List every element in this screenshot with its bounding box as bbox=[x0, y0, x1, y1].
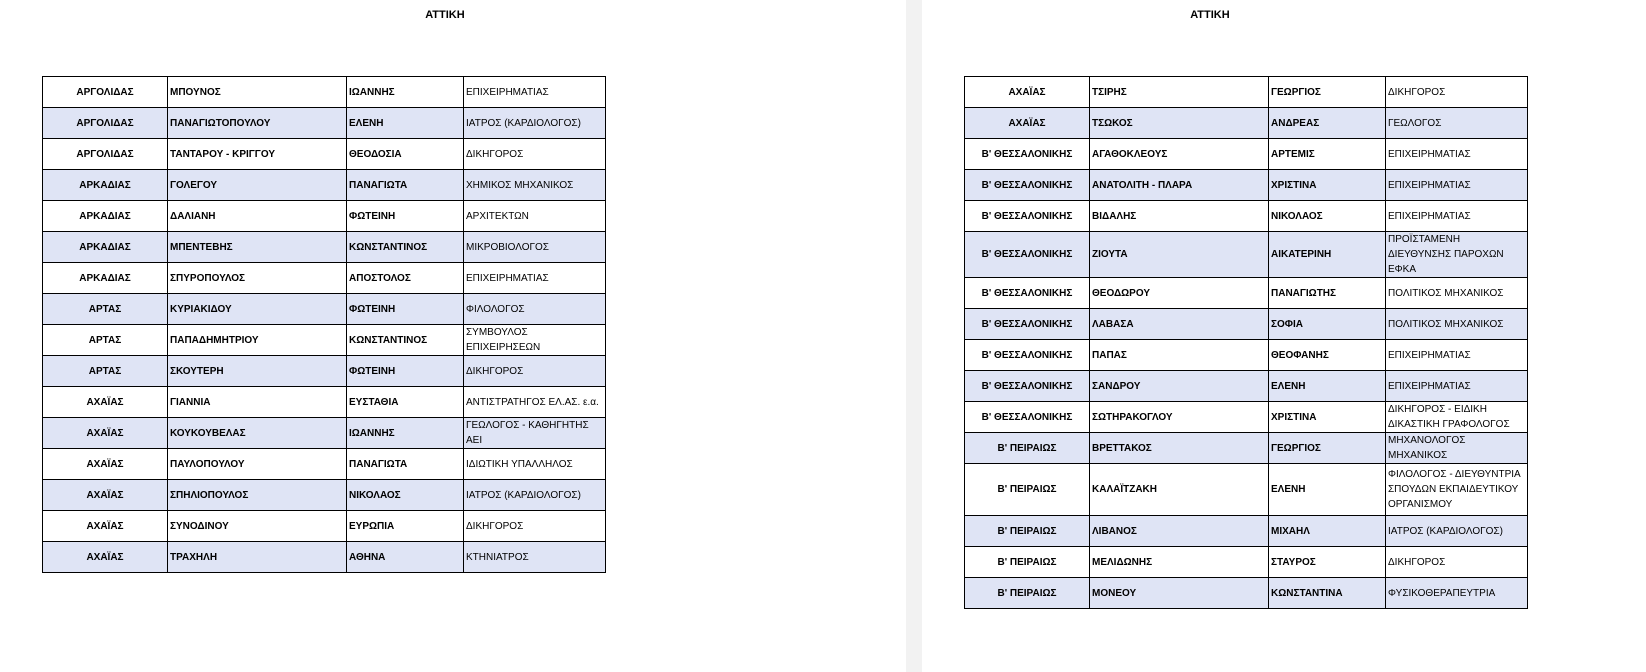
first-name-cell: ΦΩΤΕΙΝΗ bbox=[347, 201, 464, 232]
table-row bbox=[43, 108, 606, 139]
region-cell: ΑΧΑΪΑΣ bbox=[43, 387, 168, 418]
first-name-cell: ΑΘΗΝΑ bbox=[347, 542, 464, 573]
surname-cell: ΜΕΛΙΔΩΝΗΣ bbox=[1090, 547, 1269, 578]
surname-cell: ΤΣΙΡΗΣ bbox=[1090, 77, 1269, 108]
table-row bbox=[965, 547, 1528, 578]
region-cell: ΑΡΚΑΔΙΑΣ bbox=[43, 170, 168, 201]
surname-cell: ΚΑΛΑΪΤΖΑΚΗ bbox=[1090, 464, 1269, 516]
table-row bbox=[43, 139, 606, 170]
profession-cell: ΕΠΙΧΕΙΡΗΜΑΤΙΑΣ bbox=[1386, 170, 1528, 201]
profession-cell: ΜΙΚΡΟΒΙΟΛΟΓΟΣ bbox=[464, 232, 606, 263]
region-cell: Β' ΠΕΙΡΑΙΩΣ bbox=[965, 464, 1090, 516]
region-cell: ΑΧΑΪΑΣ bbox=[43, 511, 168, 542]
region-cell: Β' ΠΕΙΡΑΙΩΣ bbox=[965, 547, 1090, 578]
profession-cell: ΠΟΛΙΤΙΚΟΣ ΜΗΧΑΝΙΚΟΣ bbox=[1386, 309, 1528, 340]
profession-cell: ΔΙΚΗΓΟΡΟΣ bbox=[464, 511, 606, 542]
surname-cell: ΑΝΑΤΟΛΙΤΗ - ΠΛΑΡΑ bbox=[1090, 170, 1269, 201]
first-name-cell: ΧΡΙΣΤΙΝΑ bbox=[1269, 170, 1386, 201]
region-cell: ΑΡΓΟΛΙΔΑΣ bbox=[43, 139, 168, 170]
region-cell: ΑΡΤΑΣ bbox=[43, 356, 168, 387]
table-row bbox=[43, 263, 606, 294]
surname-cell: ΚΟΥΚΟΥΒΕΛΑΣ bbox=[168, 418, 347, 449]
profession-cell: ΕΠΙΧΕΙΡΗΜΑΤΙΑΣ bbox=[1386, 201, 1528, 232]
profession-cell: ΙΑΤΡΟΣ (ΚΑΡΔΙΟΛΟΓΟΣ) bbox=[464, 480, 606, 511]
table-row bbox=[43, 511, 606, 542]
table-row bbox=[965, 433, 1528, 464]
profession-cell: ΕΠΙΧΕΙΡΗΜΑΤΙΑΣ bbox=[1386, 340, 1528, 371]
first-name-cell: ΕΥΣΤΑΘΙΑ bbox=[347, 387, 464, 418]
first-name-cell: ΠΑΝΑΓΙΩΤΑ bbox=[347, 170, 464, 201]
region-cell: ΑΧΑΪΑΣ bbox=[43, 542, 168, 573]
first-name-cell: ΚΩΝΣΤΑΝΤΙΝΑ bbox=[1269, 578, 1386, 609]
table-row bbox=[43, 201, 606, 232]
table-row bbox=[965, 139, 1528, 170]
profession-cell: ΑΝΤΙΣΤΡΑΤΗΓΟΣ ΕΛ.ΑΣ. ε.α. bbox=[464, 387, 606, 418]
region-cell: ΑΡΓΟΛΙΔΑΣ bbox=[43, 108, 168, 139]
surname-cell: ΠΑΝΑΓΙΩΤΟΠΟΥΛΟΥ bbox=[168, 108, 347, 139]
region-cell: Β' ΠΕΙΡΑΙΩΣ bbox=[965, 516, 1090, 547]
roster-table bbox=[964, 76, 1528, 609]
first-name-cell: ΑΙΚΑΤΕΡΙΝΗ bbox=[1269, 232, 1386, 278]
first-name-cell: ΙΩΑΝΝΗΣ bbox=[347, 77, 464, 108]
region-cell: ΑΧΑΪΑΣ bbox=[965, 108, 1090, 139]
table-row bbox=[43, 232, 606, 263]
region-cell: Β' ΘΕΣΣΑΛΟΝΙΚΗΣ bbox=[965, 139, 1090, 170]
profession-cell: ΔΙΚΗΓΟΡΟΣ bbox=[1386, 547, 1528, 578]
first-name-cell: ΚΩΝΣΤΑΝΤΙΝΟΣ bbox=[347, 325, 464, 356]
profession-cell: ΣΥΜΒΟΥΛΟΣ ΕΠΙΧΕΙΡΗΣΕΩΝ bbox=[464, 325, 606, 356]
first-name-cell: ΕΥΡΩΠΙΑ bbox=[347, 511, 464, 542]
surname-cell: ΜΠΕΝΤΕΒΗΣ bbox=[168, 232, 347, 263]
surname-cell: ΑΓΑΘΟΚΛΕΟΥΣ bbox=[1090, 139, 1269, 170]
page-title: ΑΤΤΙΚΗ bbox=[425, 9, 465, 21]
region-cell: Β' ΘΕΣΣΑΛΟΝΙΚΗΣ bbox=[965, 402, 1090, 433]
first-name-cell: ΠΑΝΑΓΙΩΤΗΣ bbox=[1269, 278, 1386, 309]
table-row bbox=[965, 402, 1528, 433]
table-row bbox=[965, 309, 1528, 340]
region-cell: ΑΡΤΑΣ bbox=[43, 294, 168, 325]
surname-cell: ΤΡΑΧΗΛΗ bbox=[168, 542, 347, 573]
profession-cell: ΦΙΛΟΛΟΓΟΣ bbox=[464, 294, 606, 325]
surname-cell: ΛΙΒΑΝΟΣ bbox=[1090, 516, 1269, 547]
table-row bbox=[43, 542, 606, 573]
first-name-cell: ΦΩΤΕΙΝΗ bbox=[347, 294, 464, 325]
profession-cell: ΓΕΩΛΟΓΟΣ - ΚΑΘΗΓΗΤΗΣ ΑΕΙ bbox=[464, 418, 606, 449]
table-row bbox=[965, 201, 1528, 232]
first-name-cell: ΝΙΚΟΛΑΟΣ bbox=[1269, 201, 1386, 232]
surname-cell: ΜΠΟΥΝΟΣ bbox=[168, 77, 347, 108]
profession-cell: ΠΟΛΙΤΙΚΟΣ ΜΗΧΑΝΙΚΟΣ bbox=[1386, 278, 1528, 309]
table-row bbox=[43, 418, 606, 449]
region-cell: Β' ΘΕΣΣΑΛΟΝΙΚΗΣ bbox=[965, 340, 1090, 371]
profession-cell: ΑΡΧΙΤΕΚΤΩΝ bbox=[464, 201, 606, 232]
table-row bbox=[43, 480, 606, 511]
surname-cell: ΚΥΡΙΑΚΙΔΟΥ bbox=[168, 294, 347, 325]
profession-cell: ΙΑΤΡΟΣ (ΚΑΡΔΙΟΛΟΓΟΣ) bbox=[1386, 516, 1528, 547]
region-cell: Β' ΘΕΣΣΑΛΟΝΙΚΗΣ bbox=[965, 201, 1090, 232]
region-cell: ΑΡΚΑΔΙΑΣ bbox=[43, 201, 168, 232]
table-row bbox=[965, 578, 1528, 609]
profession-cell: ΧΗΜΙΚΟΣ ΜΗΧΑΝΙΚΟΣ bbox=[464, 170, 606, 201]
surname-cell: ΣΑΝΔΡΟΥ bbox=[1090, 371, 1269, 402]
region-cell: Β' ΘΕΣΣΑΛΟΝΙΚΗΣ bbox=[965, 232, 1090, 278]
table-row bbox=[43, 449, 606, 480]
surname-cell: ΣΩΤΗΡΑΚΟΓΛΟΥ bbox=[1090, 402, 1269, 433]
first-name-cell: ΓΕΩΡΓΙΟΣ bbox=[1269, 77, 1386, 108]
first-name-cell: ΚΩΝΣΤΑΝΤΙΝΟΣ bbox=[347, 232, 464, 263]
region-cell: ΑΡΚΑΔΙΑΣ bbox=[43, 232, 168, 263]
surname-cell: ΣΚΟΥΤΕΡΗ bbox=[168, 356, 347, 387]
region-cell: Β' ΘΕΣΣΑΛΟΝΙΚΗΣ bbox=[965, 309, 1090, 340]
table-row bbox=[965, 77, 1528, 108]
profession-cell: ΕΠΙΧΕΙΡΗΜΑΤΙΑΣ bbox=[1386, 371, 1528, 402]
profession-cell: ΚΤΗΝΙΑΤΡΟΣ bbox=[464, 542, 606, 573]
surname-cell: ΒΡΕΤΤΑΚΟΣ bbox=[1090, 433, 1269, 464]
table-row bbox=[965, 232, 1528, 278]
profession-cell: ΠΡΟΪΣΤΑΜΕΝΗ ΔΙΕΥΘΥΝΣΗΣ ΠΑΡΟΧΩΝ ΕΦΚΑ bbox=[1386, 232, 1528, 278]
profession-cell: ΔΙΚΗΓΟΡΟΣ bbox=[464, 139, 606, 170]
first-name-cell: ΑΝΔΡΕΑΣ bbox=[1269, 108, 1386, 139]
region-cell: ΑΡΚΑΔΙΑΣ bbox=[43, 263, 168, 294]
region-cell: Β' ΘΕΣΣΑΛΟΝΙΚΗΣ bbox=[965, 371, 1090, 402]
surname-cell: ΔΑΛΙΑΝΗ bbox=[168, 201, 347, 232]
surname-cell: ΣΠΗΛΙΟΠΟΥΛΟΣ bbox=[168, 480, 347, 511]
table-row bbox=[965, 371, 1528, 402]
first-name-cell: ΦΩΤΕΙΝΗ bbox=[347, 356, 464, 387]
table-row bbox=[965, 108, 1528, 139]
table-row bbox=[965, 170, 1528, 201]
first-name-cell: ΑΠΟΣΤΟΛΟΣ bbox=[347, 263, 464, 294]
first-name-cell: ΣΟΦΙΑ bbox=[1269, 309, 1386, 340]
region-cell: ΑΧΑΪΑΣ bbox=[43, 418, 168, 449]
roster-table bbox=[42, 76, 606, 573]
first-name-cell: ΕΛΕΝΗ bbox=[347, 108, 464, 139]
table-row bbox=[965, 516, 1528, 547]
surname-cell: ΘΕΟΔΩΡΟΥ bbox=[1090, 278, 1269, 309]
surname-cell: ΣΠΥΡΟΠΟΥΛΟΣ bbox=[168, 263, 347, 294]
table-row bbox=[965, 464, 1528, 516]
first-name-cell: ΙΩΑΝΝΗΣ bbox=[347, 418, 464, 449]
surname-cell: ΜΟΝΕΟΥ bbox=[1090, 578, 1269, 609]
table-row bbox=[43, 387, 606, 418]
surname-cell: ΛΑΒΑΣΑ bbox=[1090, 309, 1269, 340]
first-name-cell: ΓΕΩΡΓΙΟΣ bbox=[1269, 433, 1386, 464]
first-name-cell: ΕΛΕΝΗ bbox=[1269, 371, 1386, 402]
surname-cell: ΖΙΟΥΤΑ bbox=[1090, 232, 1269, 278]
first-name-cell: ΝΙΚΟΛΑΟΣ bbox=[347, 480, 464, 511]
profession-cell: ΔΙΚΗΓΟΡΟΣ - ΕΙΔΙΚΗ ΔΙΚΑΣΤΙΚΗ ΓΡΑΦΟΛΟΓΟΣ bbox=[1386, 402, 1528, 433]
page-title: ΑΤΤΙΚΗ bbox=[1190, 9, 1230, 21]
region-cell: ΑΧΑΪΑΣ bbox=[43, 449, 168, 480]
table-row bbox=[43, 77, 606, 108]
first-name-cell: ΣΤΑΥΡΟΣ bbox=[1269, 547, 1386, 578]
table-row bbox=[43, 170, 606, 201]
region-cell: ΑΡΤΑΣ bbox=[43, 325, 168, 356]
first-name-cell: ΘΕΟΦΑΝΗΣ bbox=[1269, 340, 1386, 371]
profession-cell: ΕΠΙΧΕΙΡΗΜΑΤΙΑΣ bbox=[464, 77, 606, 108]
surname-cell: ΣΥΝΟΔΙΝΟΥ bbox=[168, 511, 347, 542]
profession-cell: ΦΙΛΟΛΟΓΟΣ - ΔΙΕΥΘΥΝΤΡΙΑ ΣΠΟΥΔΩΝ ΕΚΠΑΙΔΕΥΤΙΚΟΥ ΟΡΓΑΝΙΣΜΟΥ bbox=[1386, 464, 1528, 516]
region-cell: Β' ΘΕΣΣΑΛΟΝΙΚΗΣ bbox=[965, 278, 1090, 309]
table-row bbox=[43, 294, 606, 325]
table-row bbox=[965, 278, 1528, 309]
profession-cell: ΔΙΚΗΓΟΡΟΣ bbox=[464, 356, 606, 387]
surname-cell: ΠΑΥΛΟΠΟΥΛΟΥ bbox=[168, 449, 347, 480]
region-cell: ΑΡΓΟΛΙΔΑΣ bbox=[43, 77, 168, 108]
profession-cell: ΕΠΙΧΕΙΡΗΜΑΤΙΑΣ bbox=[1386, 139, 1528, 170]
table-row bbox=[43, 325, 606, 356]
profession-cell: ΜΗΧΑΝΟΛΟΓΟΣ ΜΗΧΑΝΙΚΟΣ bbox=[1386, 433, 1528, 464]
profession-cell: ΦΥΣΙΚΟΘΕΡΑΠΕΥΤΡΙΑ bbox=[1386, 578, 1528, 609]
first-name-cell: ΕΛΕΝΗ bbox=[1269, 464, 1386, 516]
surname-cell: ΠΑΠΑΣ bbox=[1090, 340, 1269, 371]
table-row bbox=[965, 340, 1528, 371]
profession-cell: ΙΑΤΡΟΣ (ΚΑΡΔΙΟΛΟΓΟΣ) bbox=[464, 108, 606, 139]
region-cell: ΑΧΑΪΑΣ bbox=[43, 480, 168, 511]
surname-cell: ΤΣΩΚΟΣ bbox=[1090, 108, 1269, 139]
profession-cell: ΓΕΩΛΟΓΟΣ bbox=[1386, 108, 1528, 139]
region-cell: Β' ΠΕΙΡΑΙΩΣ bbox=[965, 578, 1090, 609]
first-name-cell: ΑΡΤΕΜΙΣ bbox=[1269, 139, 1386, 170]
profession-cell: ΙΔΙΩΤΙΚΗ ΥΠΑΛΛΗΛΟΣ bbox=[464, 449, 606, 480]
first-name-cell: ΧΡΙΣΤΙΝΑ bbox=[1269, 402, 1386, 433]
first-name-cell: ΘΕΟΔΟΣΙΑ bbox=[347, 139, 464, 170]
table-row bbox=[43, 356, 606, 387]
profession-cell: ΔΙΚΗΓΟΡΟΣ bbox=[1386, 77, 1528, 108]
surname-cell: ΤΑΝΤΑΡΟΥ - ΚΡΙΓΓΟΥ bbox=[168, 139, 347, 170]
profession-cell: ΕΠΙΧΕΙΡΗΜΑΤΙΑΣ bbox=[464, 263, 606, 294]
region-cell: Β' ΘΕΣΣΑΛΟΝΙΚΗΣ bbox=[965, 170, 1090, 201]
region-cell: Β' ΠΕΙΡΑΙΩΣ bbox=[965, 433, 1090, 464]
surname-cell: ΒΙΔΑΛΗΣ bbox=[1090, 201, 1269, 232]
surname-cell: ΠΑΠΑΔΗΜΗΤΡΙΟΥ bbox=[168, 325, 347, 356]
first-name-cell: ΠΑΝΑΓΙΩΤΑ bbox=[347, 449, 464, 480]
document-page-right bbox=[922, 0, 1646, 672]
first-name-cell: ΜΙΧΑΗΛ bbox=[1269, 516, 1386, 547]
surname-cell: ΓΙΑΝΝΙΑ bbox=[168, 387, 347, 418]
region-cell: ΑΧΑΪΑΣ bbox=[965, 77, 1090, 108]
surname-cell: ΓΟΛΕΓΟΥ bbox=[168, 170, 347, 201]
